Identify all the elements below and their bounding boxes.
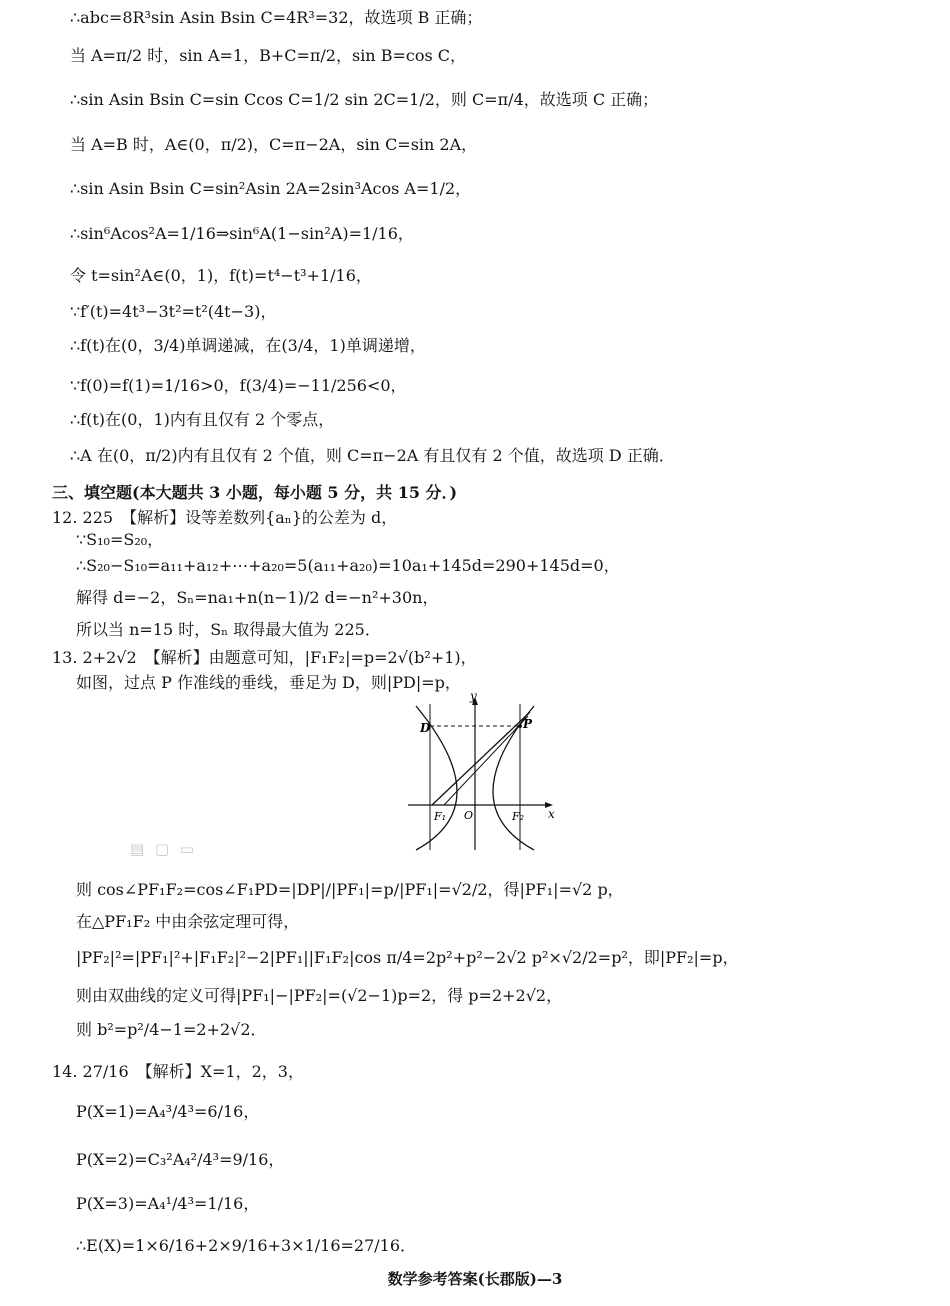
point-f1-label: F₁ [434, 810, 447, 823]
text-line: ∴f(t)在(0，3/4)单调递减，在(3/4，1)单调递增， [70, 336, 426, 355]
text-line: ∴sin Asin Bsin C=sin Ccos C=1/2 sin 2C=1/2，则 C=π/4，故选项 C 正确； [70, 90, 659, 109]
q13-line: 如图，过点 P 作准线的垂线，垂足为 D，则|PD|=p， [76, 673, 461, 692]
q14-title: 14. 27/16 【解析】X=1，2，3， [52, 1062, 304, 1081]
faded-mark: ▤ ▢ ▭ [130, 840, 198, 858]
text-line: ∴A 在(0，π/2)内有且仅有 2 个值，则 C=π−2A 有且仅有 2 个值，故选项 D 正确． [70, 446, 675, 465]
q13-line: 则 b²=p²/4−1=2+2√2． [76, 1020, 267, 1039]
q14-line: P(X=3)=A₄¹/4³=1/16， [76, 1194, 260, 1213]
point-f2-label: F₂ [512, 810, 525, 823]
text-line: 令 t=sin²A∈(0，1)，f(t)=t⁴−t³+1/16， [70, 266, 372, 285]
q12-line: 解得 d=−2，Sₙ=na₁+n(n−1)/2 d=−n²+30n， [76, 588, 439, 607]
text-line: ∴sin⁶Acos²A=1/16⇒sin⁶A(1−sin²A)=1/16， [70, 224, 414, 243]
q13-line: 则由双曲线的定义可得|PF₁|−|PF₂|=(√2−1)p=2，得 p=2+2√2， [76, 986, 563, 1005]
hyperbola-figure [398, 688, 568, 858]
text-line: 当 A=B 时，A∈(0，π/2)，C=π−2A，sin C=sin 2A， [70, 135, 478, 154]
q13-line: 在△PF₁F₂ 中由余弦定理可得， [76, 912, 300, 931]
text-line: ∴abc=8R³sin Asin Bsin C=4R³=32，故选项 B 正确； [70, 8, 483, 27]
text-line: 当 A=π/2 时，sin A=1，B+C=π/2，sin B=cos C， [70, 46, 466, 65]
q14-line: P(X=1)=A₄³/4³=6/16， [76, 1102, 260, 1121]
q14-line: ∴E(X)=1×6/16+2×9/16+3×1/16=27/16． [76, 1236, 417, 1255]
q13-title: 13. 2+2√2 【解析】由题意可知，|F₁F₂|=p=2√(b²+1)， [52, 648, 477, 667]
q13-line: 则 cos∠PF₁F₂=cos∠F₁PD=|DP|/|PF₁|=p/|PF₁|=√2/2，得|PF₁|=√2 p， [76, 880, 624, 899]
q13-line: |PF₂|²=|PF₁|²+|F₁F₂|²−2|PF₁||F₁F₂|cos π/4=2p²+p²−2√2 p²×√2/2=p²，即|PF₂|=p， [76, 948, 739, 967]
text-line: ∵f′(t)=4t³−3t²=t²(4t−3)， [70, 302, 277, 321]
y-axis-label: y [470, 689, 477, 703]
q12-line: 所以当 n=15 时，Sₙ 取得最大值为 225． [76, 620, 381, 639]
q12-title: 12. 225 【解析】设等差数列{aₙ}的公差为 d， [52, 508, 398, 527]
q12-line: ∵S₁₀=S₂₀， [76, 530, 164, 549]
text-line: ∴f(t)在(0，1)内有且仅有 2 个零点， [70, 410, 335, 429]
point-p-label: P [523, 717, 533, 731]
text-line: ∵f(0)=f(1)=1/16>0，f(3/4)=−11/256<0， [70, 376, 407, 395]
page-footer: 数学参考答案(长郡版)—3 [387, 1270, 563, 1288]
q12-line: ∴S₂₀−S₁₀=a₁₁+a₁₂+⋯+a₂₀=5(a₁₁+a₂₀)=10a₁+145d=290+145d=0， [76, 556, 620, 575]
x-axis-label: x [548, 807, 555, 821]
origin-label: O [464, 809, 474, 822]
text-line: ∴sin Asin Bsin C=sin²Asin 2A=2sin³Acos A=1/2， [70, 179, 472, 198]
q14-line: P(X=2)=C₃²A₄²/4³=9/16， [76, 1150, 285, 1169]
section-heading: 三、填空题(本大题共 3 小题，每小题 5 分，共 15 分．) [52, 483, 458, 502]
point-d-label: D [420, 721, 431, 735]
